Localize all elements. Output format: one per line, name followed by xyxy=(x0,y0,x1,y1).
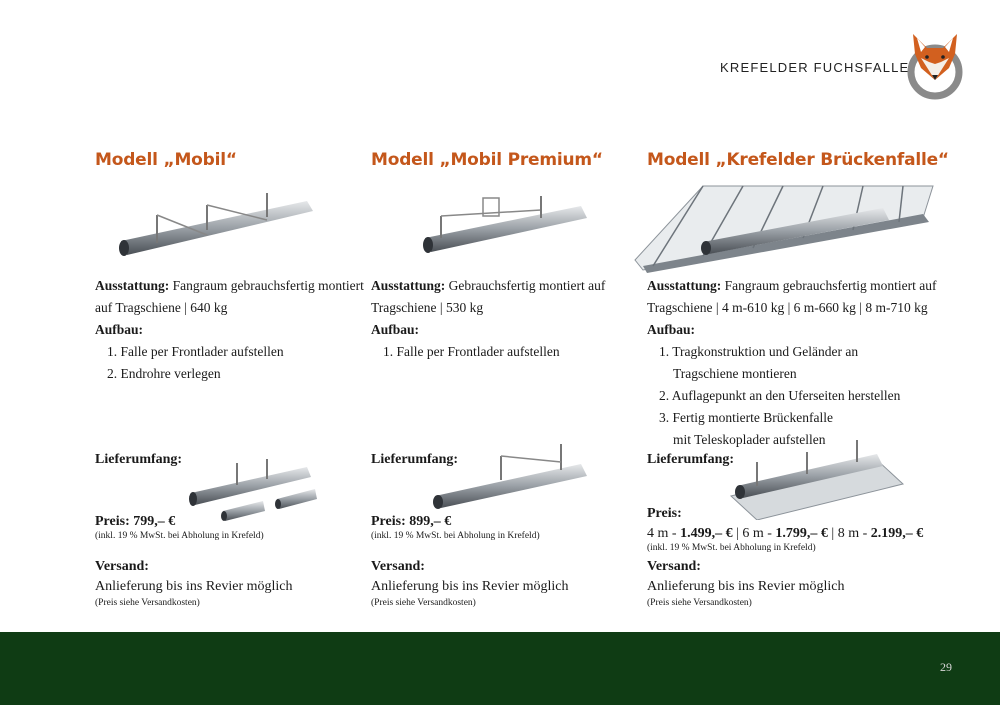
step-item: Tragschiene montieren xyxy=(673,366,797,381)
spec-block xyxy=(647,275,967,451)
versand-label: Versand: xyxy=(95,559,149,574)
versand-block xyxy=(647,557,845,609)
spec-block xyxy=(95,275,365,385)
versand-note: (Preis siehe Versandkosten) xyxy=(371,598,476,608)
preis-label: Preis: xyxy=(371,514,406,529)
model-title: Modell „Mobil Premium“ xyxy=(371,150,603,170)
versand-text: Anlieferung bis ins Revier möglich xyxy=(371,579,569,594)
brand-name: KREFELDER FUCHSFALLE xyxy=(720,60,910,75)
versand-text: Anlieferung bis ins Revier möglich xyxy=(95,579,293,594)
aufbau-label: Aufbau: xyxy=(647,322,696,337)
ausstattung-label: Ausstattung: xyxy=(647,278,722,293)
preis-size: 4 m - xyxy=(647,526,681,541)
step-item: 1. Falle per Frontlader aufstellen xyxy=(107,344,284,359)
lieferumfang-label: Lieferumfang: xyxy=(647,452,735,467)
preis-block xyxy=(95,514,264,542)
preis-value: 1.499,– € xyxy=(680,526,733,541)
model-brueckenfalle xyxy=(647,150,967,608)
step-item: 1. Tragkonstruktion und Geländer an xyxy=(659,344,859,359)
versand-label: Versand: xyxy=(647,559,701,574)
step-item: 3. Fertig montierte Brückenfalle xyxy=(659,410,833,425)
preis-value: 2.199,– € xyxy=(870,526,924,541)
fox-logo-icon xyxy=(905,30,965,100)
aufbau-steps xyxy=(647,341,967,451)
trap-brueckenfalle-image xyxy=(633,178,943,273)
model-title: Modell „Mobil“ xyxy=(95,150,237,170)
step-item: 2. Endrohre verlegen xyxy=(107,366,221,381)
footer-bar xyxy=(0,632,1000,705)
ausstattung-label: Ausstattung: xyxy=(95,278,170,293)
aufbau-steps xyxy=(95,341,365,385)
model-mobil xyxy=(95,150,365,608)
lieferumfang-mobil-premium-image xyxy=(431,440,591,510)
preis-block xyxy=(371,514,540,542)
aufbau-label: Aufbau: xyxy=(371,322,420,337)
ausstattung-label: Ausstattung: xyxy=(371,278,446,293)
versand-text: Anlieferung bis ins Revier möglich xyxy=(647,579,845,594)
preis-note: (inkl. 19 % MwSt. bei Abholung in Krefeld) xyxy=(647,543,816,553)
preis-block xyxy=(647,506,923,554)
step-item: 1. Falle per Frontlader aufstellen xyxy=(383,344,560,359)
preis-note: (inkl. 19 % MwSt. bei Abholung in Krefeld) xyxy=(371,531,540,541)
lieferumfang-label: Lieferumfang: xyxy=(371,452,459,467)
preis-label: Preis: xyxy=(647,506,682,521)
preis-value: 799,– € xyxy=(133,514,176,529)
aufbau-label: Aufbau: xyxy=(95,322,144,337)
preis-value: 899,– € xyxy=(409,514,452,529)
model-title: Modell „Krefelder Brückenfalle“ xyxy=(647,150,949,170)
model-mobil-premium xyxy=(371,150,641,608)
spec-block xyxy=(371,275,641,363)
preis-value: 1.799,– € xyxy=(775,526,828,541)
ausstattung-text: Gebrauchsfertig montiert auf Tragschiene | 530 kg xyxy=(371,278,606,315)
lieferumfang-label: Lieferumfang: xyxy=(95,452,183,467)
preis-note: (inkl. 19 % MwSt. bei Abholung in Krefeld) xyxy=(95,531,264,541)
versand-note: (Preis siehe Versandkosten) xyxy=(95,598,200,608)
trap-mobil-premium-image xyxy=(421,188,591,258)
preis-line xyxy=(647,526,923,542)
versand-block xyxy=(95,557,293,609)
preis-label: Preis: xyxy=(95,514,130,529)
versand-block xyxy=(371,557,569,609)
versand-label: Versand: xyxy=(371,559,425,574)
preis-size: | 8 m - xyxy=(827,526,871,541)
ausstattung-text: Fangraum gebrauchsfertig montiert auf Tragschiene | 640 kg xyxy=(95,278,364,315)
step-item: mit Teleskoplader aufstellen xyxy=(673,432,826,447)
ausstattung-text: Fangraum gebrauchsfertig montiert auf Tragschiene | 4 m-610 kg | 6 m-660 kg | 8 m-710 kg xyxy=(647,278,937,315)
versand-note: (Preis siehe Versandkosten) xyxy=(647,598,752,608)
step-item: 2. Auflagepunkt an den Uferseiten herstellen xyxy=(659,388,901,403)
aufbau-steps xyxy=(371,341,641,363)
page-number: 29 xyxy=(940,660,952,674)
trap-mobil-image xyxy=(117,185,317,265)
preis-size: | 6 m - xyxy=(732,526,776,541)
